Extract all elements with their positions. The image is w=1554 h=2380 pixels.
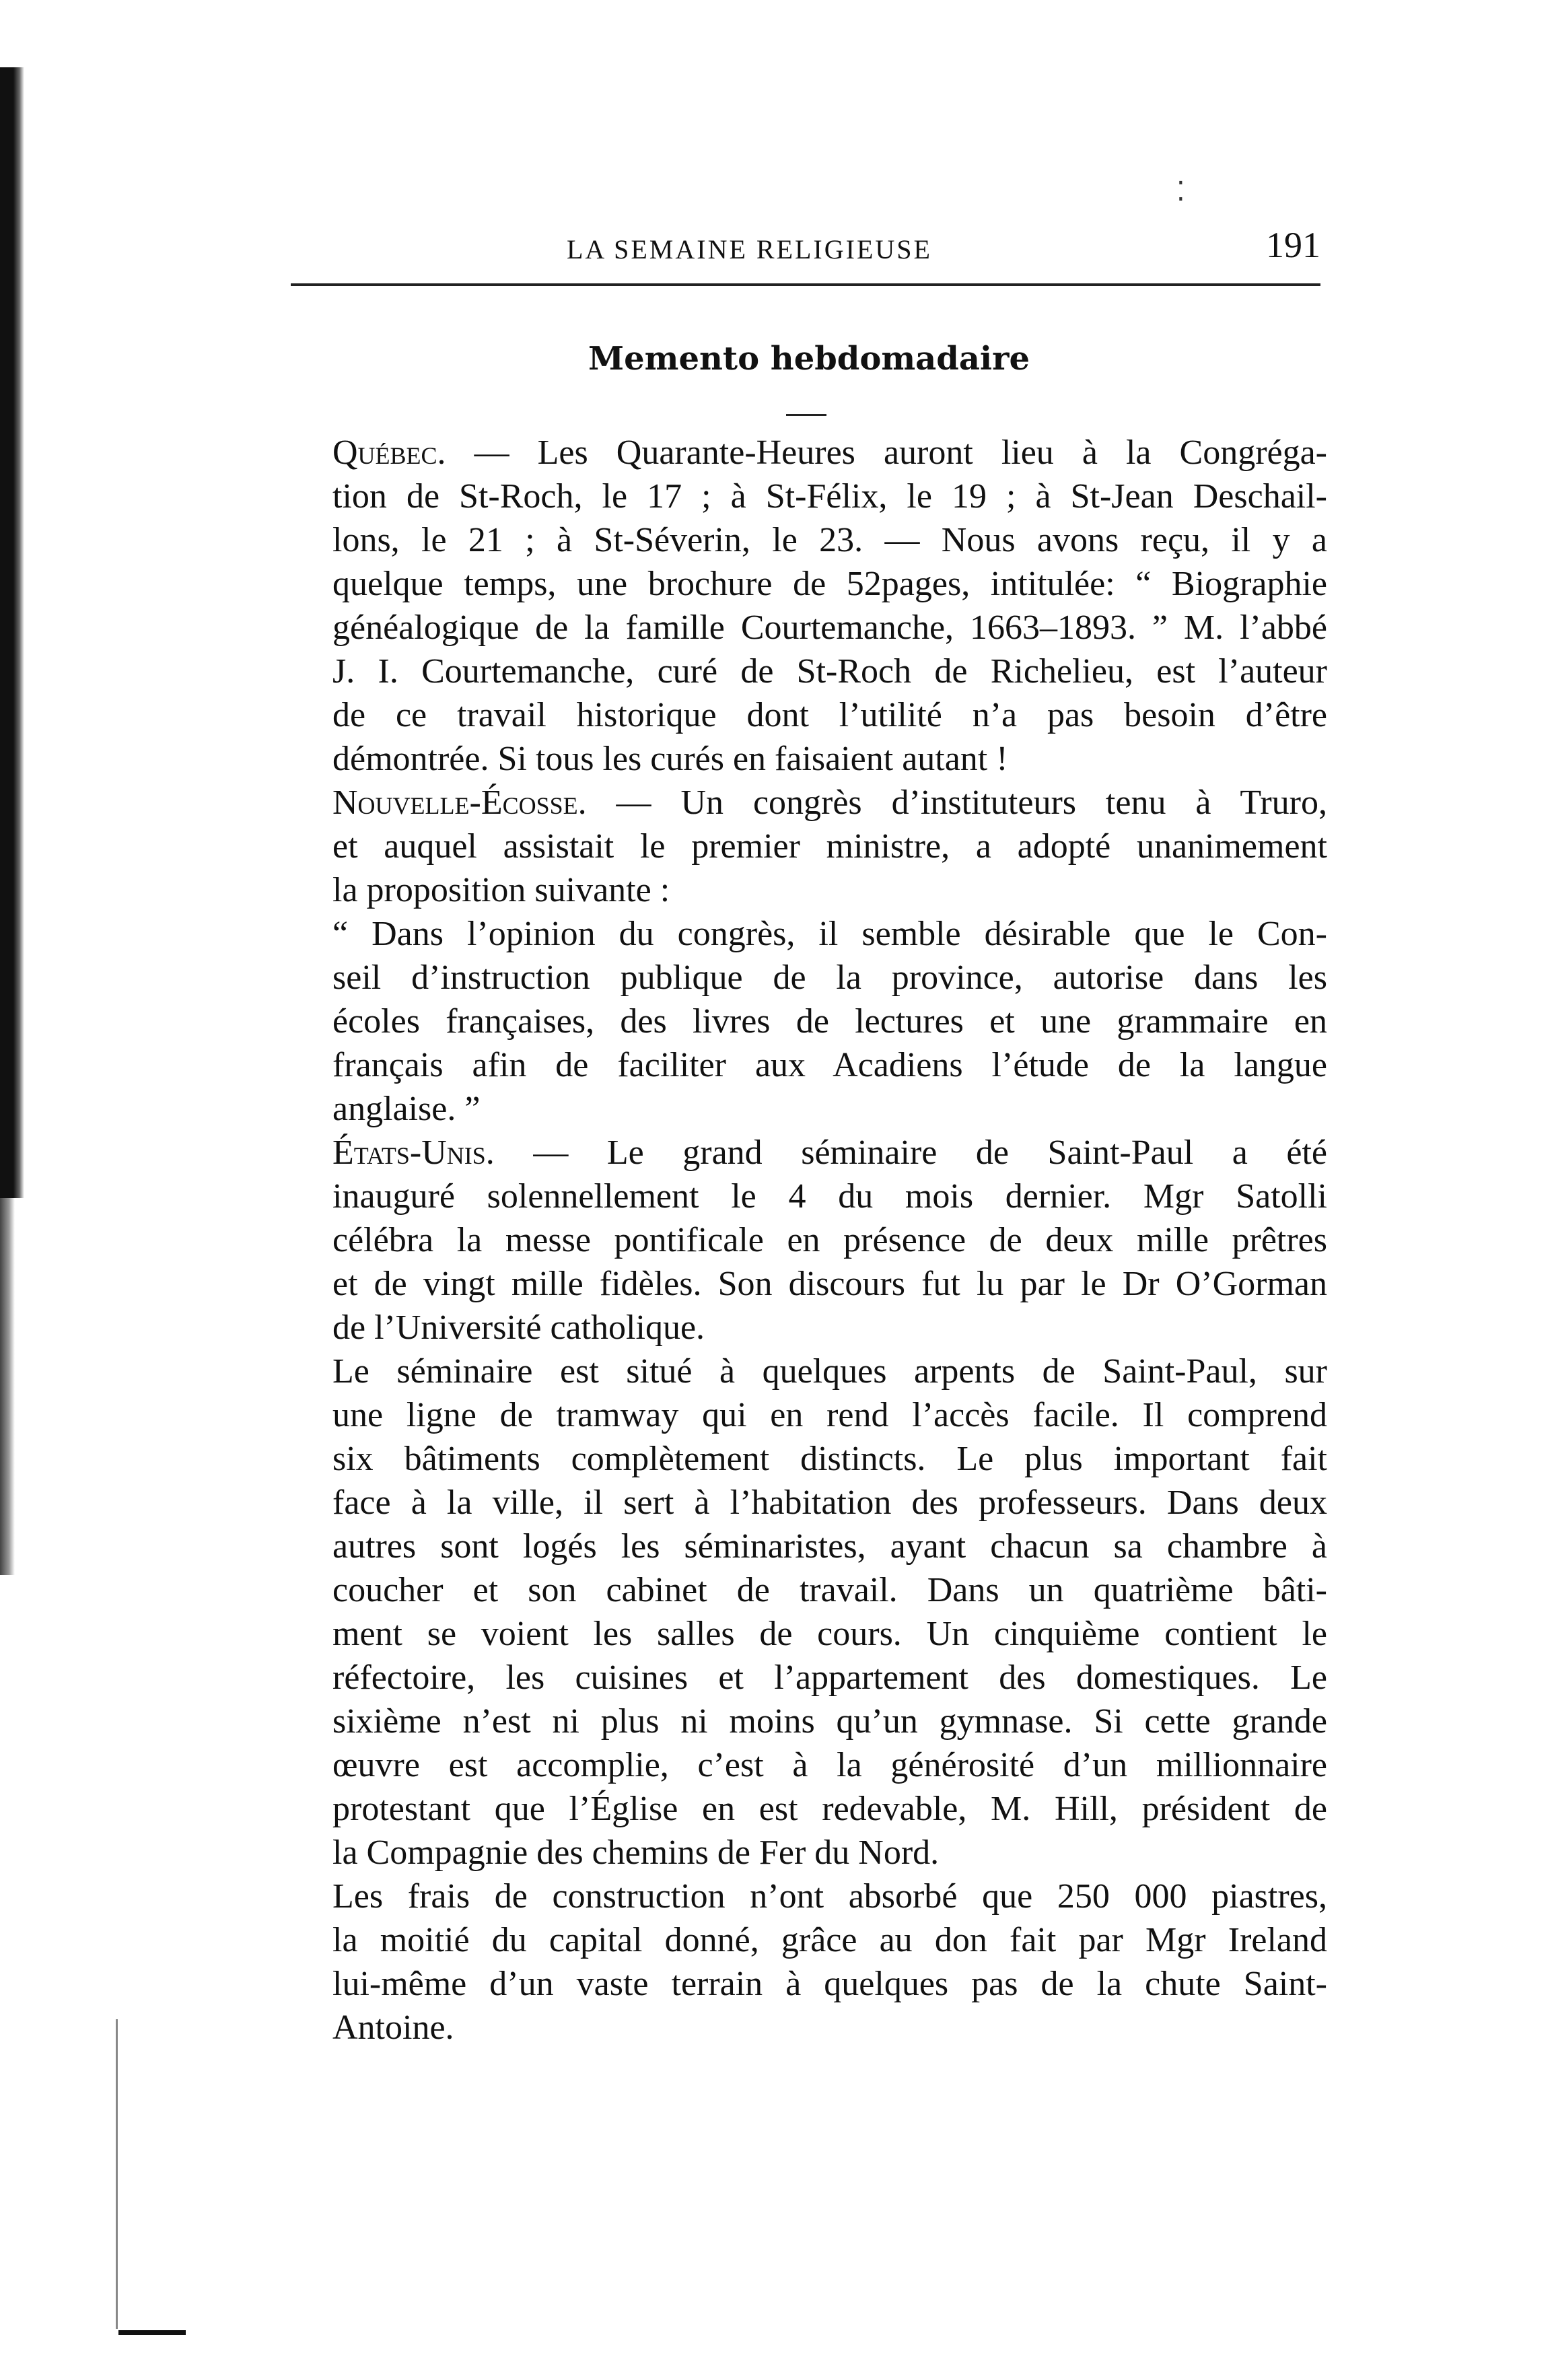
text-line: de ce travail historique dont l’utilité n’a pas besoin d’être [332,696,1327,734]
place-heading-nouvelle-ecosse: Nouvelle-Écosse. [332,783,587,822]
paragraph-nouvelle-ecosse [291,781,1327,912]
text-line: une ligne de tramway qui en rend l’accès facile. Il comprend [332,1396,1327,1434]
text-line: Nouvelle-Écosse. — Un congrès d’instituteurs tenu à Truro, [332,783,1327,822]
paragraph-etats-unis [291,1131,1327,1350]
text-line: réfectoire, les cuisines et l’appartement des domestiques. Le [332,1658,1327,1697]
text-line: écoles françaises, des livres de lectures et une grammaire en [332,1002,1327,1041]
margin-line [116,2019,118,2329]
text-line: J. I. Courtemanche, curé de St-Roch de Richelieu, est l’auteur [332,652,1327,691]
page-header [291,219,1320,286]
text-line: seil d’instruction publique de la province, autorise dans les [332,958,1327,997]
place-heading-quebec: Québec. [332,433,446,472]
text-line: de l’Université catholique. [332,1308,705,1347]
paragraph-quotation [291,912,1327,1131]
text-line: protestant que l’Église en est redevable, M. Hill, président de [332,1790,1327,1828]
text-line: la Compagnie des chemins de Fer du Nord. [332,1833,940,1872]
place-heading-etats-unis: États-Unis. [332,1133,495,1172]
text-line: démontrée. Si tous les curés en faisaient autant ! [332,740,1008,778]
text-line: Les frais de construction n’ont absorbé que 250 000 piastres, [332,1877,1327,1916]
article-body [291,431,1327,2050]
text-line: inauguré solennellement le 4 du mois dernier. Mgr Satolli [332,1177,1327,1216]
text-line: ment se voient les salles de cours. Un cinquième contient le [332,1615,1327,1653]
text-line: et auquel assistait le premier ministre, a adopté unanimement [332,827,1327,866]
text-line: anglaise. ” [332,1090,481,1128]
text-line: la moitié du capital donné, grâce au don fait par Mgr Ireland [332,1921,1327,1959]
text-line: autres sont logés les séminaristes, ayant chacun sa chambre à [332,1527,1327,1566]
stray-ink-mark: ⁚ [1176,176,1185,207]
text-line: et de vingt mille fidèles. Son discours fut lu par le Dr O’Gorman [332,1265,1327,1303]
text-line: lons, le 21 ; à St-Séverin, le 23. — Nous avons reçu, il y a [332,521,1327,559]
text-line: sixième n’est ni plus ni moins qu’un gymnase. Si cette grande [332,1702,1327,1741]
text-line: coucher et son cabinet de travail. Dans un quatrième bâti- [332,1571,1327,1609]
section-title: Memento hebdomadaire [588,340,1030,378]
text-line: tion de St-Roch, le 17 ; à St-Félix, le 19 ; à St-Jean Deschail- [332,477,1327,516]
margin-dash [118,2330,186,2335]
text-line: six bâtiments complètement distincts. Le plus important fait [332,1440,1327,1478]
scan-binding-edge [0,67,24,1198]
text-line: États-Unis. — Le grand séminaire de Saint-Paul a été [332,1133,1327,1172]
text-line: Antoine. [332,2008,454,2047]
paragraph-seminaire [291,1350,1327,1875]
text-line: français afin de faciliter aux Acadiens l’étude de la langue [332,1046,1327,1084]
title-rule [786,414,826,416]
paragraph-frais [291,1875,1327,2050]
text-line: face à la ville, il sert à l’habitation des professeurs. Dans deux [332,1483,1327,1522]
text-line: Québec. — Les Quarante-Heures auront lieu à la Congréga- [332,433,1327,472]
page-number: 191 [1266,225,1320,265]
text-line: généalogique de la famille Courtemanche, 1663–1893. ” M. l’abbé [332,608,1327,647]
text-line: la proposition suivante : [332,871,670,909]
text-line: œuvre est accomplie, c’est à la générosité d’un millionnaire [332,1746,1327,1784]
text-line: célébra la messe pontificale en présence de deux mille prêtres [332,1221,1327,1259]
scan-binding-edge-shadow [0,1198,15,1575]
running-title: LA SEMAINE RELIGIEUSE [567,234,932,265]
text-line: Le séminaire est situé à quelques arpents de Saint-Paul, sur [332,1352,1327,1391]
text-line: lui-même d’un vaste terrain à quelques pas de la chute Saint- [332,1965,1327,2003]
text-line: quelque temps, une brochure de 52pages, intitulée: “ Biographie [332,565,1327,603]
text-line: “ Dans l’opinion du congrès, il semble désirable que le Con- [332,915,1327,953]
paragraph-quebec [291,431,1327,781]
